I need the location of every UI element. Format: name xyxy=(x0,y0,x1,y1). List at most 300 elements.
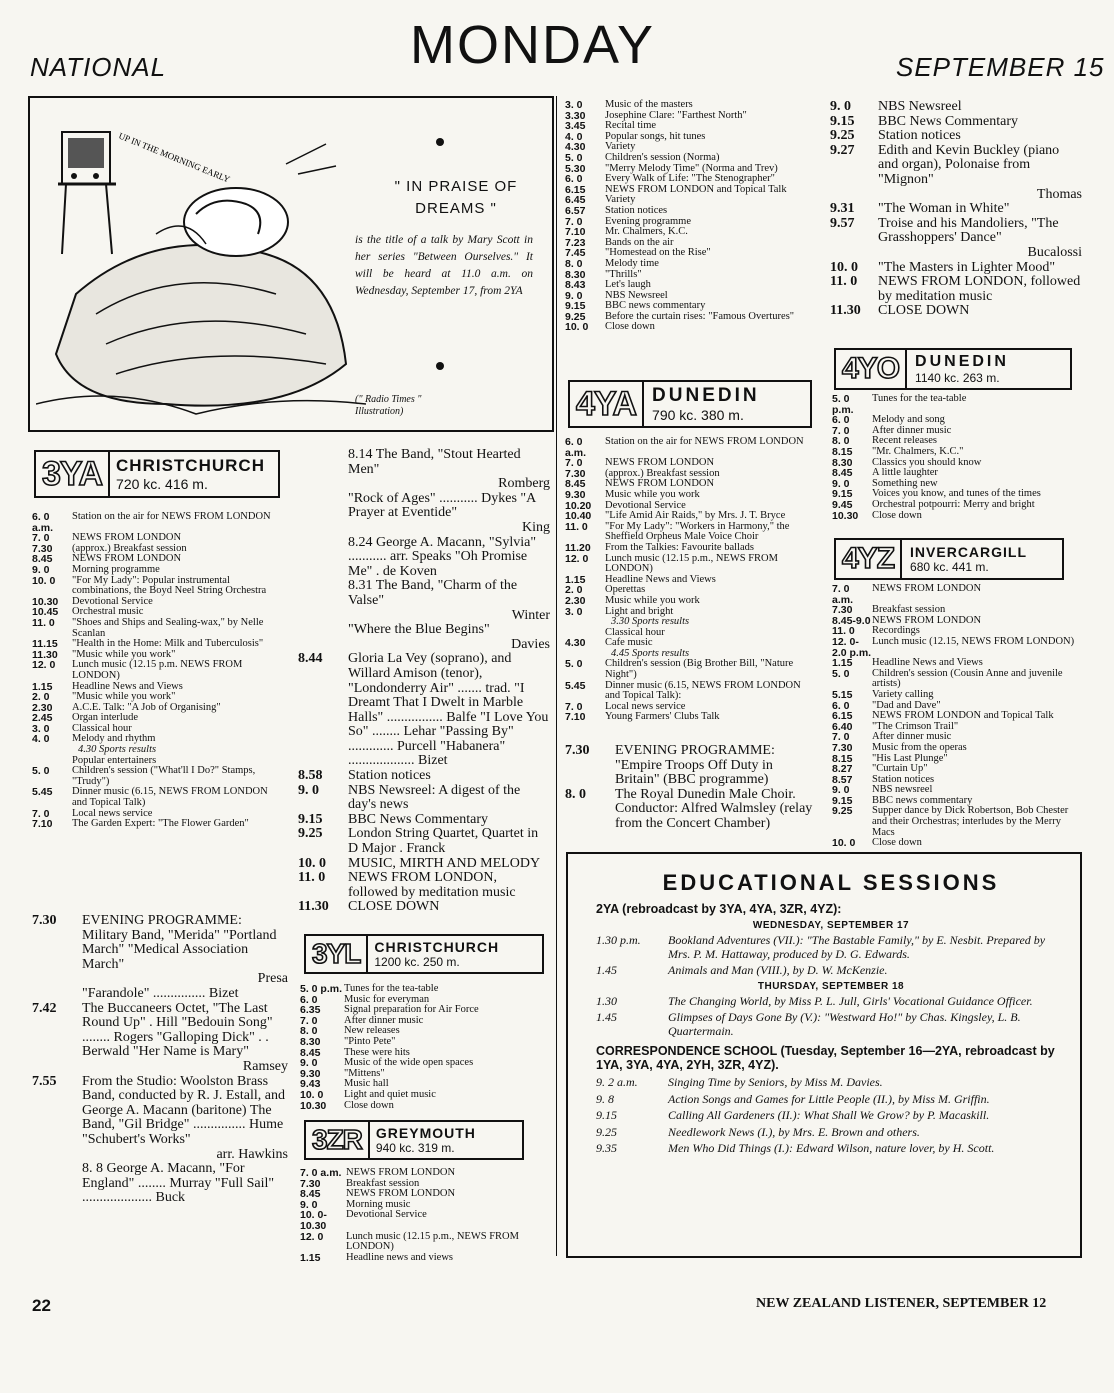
schedule-row xyxy=(565,681,817,702)
schedule-row xyxy=(832,743,1082,754)
schedule-row xyxy=(32,1162,288,1206)
schedule-time: 2.45 xyxy=(32,712,53,725)
edu-row xyxy=(596,1093,1066,1107)
schedule-desc: Classical hour xyxy=(605,626,665,638)
schedule-desc: Headline News and Views xyxy=(605,573,716,585)
edu-desc: Glimpses of Days Gone By (V.): "Westward Ho!" by Chas. Kingsley, L. B. Quartermain. xyxy=(668,1010,1021,1038)
schedule-row xyxy=(565,322,817,333)
schedule-desc: Music of the masters xyxy=(605,99,693,110)
edu-row xyxy=(596,1011,1066,1038)
schedule-time: 11.30 xyxy=(32,648,58,661)
schedule-desc: NEWS FROM LONDON, followed by meditation music xyxy=(878,274,1081,304)
schedule-time: 9.57 xyxy=(830,215,855,231)
schedule-4yo xyxy=(832,394,1082,521)
page-number: 22 xyxy=(32,1296,51,1315)
schedule-time xyxy=(298,609,348,624)
schedule-time: 10.30 xyxy=(832,509,859,522)
schedule-desc: Close down xyxy=(872,509,922,521)
schedule-desc: Music hall xyxy=(344,1078,389,1090)
schedule-time: 7. 0 xyxy=(32,807,50,820)
schedule-row xyxy=(32,1002,288,1060)
schedule-desc: CLOSE DOWN xyxy=(878,303,970,319)
schedule-desc: Signal preparation for Air Force xyxy=(344,1004,479,1016)
schedule-time: 9.25 xyxy=(565,310,586,323)
schedule-row xyxy=(565,270,817,281)
schedule-desc: arr. Hawkins xyxy=(216,1146,288,1162)
edu-rows-correspondence xyxy=(596,1076,1066,1156)
schedule-row xyxy=(830,115,1082,130)
schedule-desc: Josephine Clare: "Farthest North" xyxy=(605,109,747,121)
schedule-time: 6.45 xyxy=(565,194,586,207)
schedule-desc: Orchestral music xyxy=(72,606,144,618)
schedule-row xyxy=(830,188,1082,203)
schedule-desc: Local news service xyxy=(605,700,686,712)
schedule-desc: NEWS FROM LONDON xyxy=(72,532,182,544)
schedule-desc: BBC news commentary xyxy=(872,794,973,806)
schedule-desc: 8.24 George A. Macann, "Sylvia" ........... arr. Speaks "Oh Promise Me" . de Koven xyxy=(348,534,537,579)
schedule-row xyxy=(32,766,285,787)
edu-time: 9. 2 a.m. xyxy=(596,1075,638,1089)
schedule-row xyxy=(830,144,1082,188)
schedule-desc: Classical hour xyxy=(72,722,132,734)
schedule-row xyxy=(32,713,285,724)
schedule-desc: NEWS FROM LONDON xyxy=(72,553,182,565)
schedule-time: 9.31 xyxy=(830,201,855,217)
schedule-desc: The Royal Dunedin Male Choir. Conductor: Alfred Walmsley (relay from the Concert Chamber) xyxy=(615,786,813,831)
schedule-row xyxy=(565,280,817,291)
station-logo-3yl: 3YL xyxy=(306,936,368,972)
schedule-row xyxy=(300,1005,552,1016)
schedule-time: 10. 0 xyxy=(32,574,56,587)
schedule-desc: Supper dance by Dick Robertson, Bob Chester and their Orchestras; interludes by the Merry Macs xyxy=(872,805,1069,838)
schedule-time: 7.30 xyxy=(832,741,853,754)
schedule-desc: Dinner music (6.15, NEWS FROM LONDON and Topical Talk) xyxy=(72,786,268,809)
station-freq-4ya: 790 kc. 380 m. xyxy=(652,407,744,423)
schedule-desc: CLOSE DOWN xyxy=(348,899,440,915)
schedule-time: 7. 0 a.m. xyxy=(832,583,854,606)
schedule-time xyxy=(298,536,348,580)
schedule-desc: "Pinto Pete" xyxy=(344,1035,396,1047)
schedule-time: 4. 0 xyxy=(32,733,50,746)
schedule-time: 2. 0 xyxy=(565,584,583,597)
schedule-row xyxy=(300,1189,554,1200)
schedule-desc: Bucalossi xyxy=(1027,244,1082,260)
schedule-desc: 3.30 Sports results xyxy=(611,616,690,628)
schedule-time xyxy=(32,1148,82,1163)
edu-desc: Needlework News (I.), by Mrs. E. Brown and others. xyxy=(668,1124,920,1139)
schedule-desc: A.C.E. Talk: "A Job of Organising" xyxy=(72,701,221,713)
edu-head-correspondence: CORRESPONDENCE SCHOOL (Tuesday, September 16—2YA, rebroadcast by 1YA, 3YA, 4YA, 2YH, 3ZR, 4YZ). xyxy=(596,1044,1055,1072)
schedule-time: 4. 0 xyxy=(565,130,583,143)
schedule-time: 9. 0 xyxy=(565,289,583,302)
schedule-row xyxy=(832,690,1082,701)
station-logo-4ya: 4YA xyxy=(570,382,644,426)
station-name-4ya: DUNEDIN xyxy=(652,385,760,406)
schedule-desc: Devotional Service xyxy=(346,1209,427,1221)
schedule-time xyxy=(32,1060,82,1075)
schedule-row xyxy=(832,637,1082,658)
schedule-time: 1.15 xyxy=(300,1251,321,1264)
schedule-time: 8.45 xyxy=(300,1046,321,1059)
schedule-row xyxy=(565,111,817,122)
schedule-row xyxy=(32,576,285,597)
schedule-row xyxy=(298,579,550,608)
edu-row xyxy=(596,1076,1066,1090)
schedule-row xyxy=(300,1090,552,1101)
edu-desc: Men Who Did Things (I.): Edward Wilson, nature lover, by H. Scott. xyxy=(668,1141,995,1155)
edu-time: 9.25 xyxy=(596,1124,617,1139)
schedule-row xyxy=(298,769,550,784)
schedule-desc: King xyxy=(522,519,550,535)
station-freq-4yz: 680 kc. 441 m. xyxy=(910,560,989,574)
schedule-row xyxy=(298,871,550,900)
schedule-row xyxy=(298,477,550,492)
schedule-desc: Recital time xyxy=(605,120,657,132)
schedule-time: 6. 0 xyxy=(565,173,583,186)
schedule-row xyxy=(830,129,1082,144)
schedule-row xyxy=(832,764,1082,775)
schedule-desc: Davies xyxy=(511,636,550,652)
schedule-row xyxy=(565,522,817,543)
illustration-caption: UP IN THE MORNING EARLY xyxy=(117,130,232,185)
schedule-desc: 8.31 The Band, "Charm of the Valse" xyxy=(348,578,518,608)
schedule-desc: After dinner music xyxy=(872,731,952,743)
schedule-row xyxy=(298,857,550,872)
schedule-time: 8. 0 xyxy=(565,257,583,270)
schedule-time: 10. 0 xyxy=(565,321,589,334)
schedule-desc: Breakfast session xyxy=(346,1177,420,1189)
schedule-time: 11.20 xyxy=(565,541,591,554)
schedule-row xyxy=(830,202,1082,217)
schedule-time: 9.25 xyxy=(832,805,853,818)
schedule-desc: Evening programme xyxy=(605,215,692,227)
edu-desc: Singing Time by Seniors, by Miss M. Davies. xyxy=(668,1075,883,1089)
schedule-row xyxy=(565,575,817,586)
edu-rows-wednesday xyxy=(596,934,1066,978)
schedule-desc: BBC news commentary xyxy=(605,300,706,312)
schedule-row xyxy=(32,1075,288,1148)
schedule-row xyxy=(298,609,550,624)
schedule-col3-top xyxy=(565,100,817,333)
schedule-desc: "Curtain Up" xyxy=(872,763,928,775)
schedule-time: 5. 0 p.m. xyxy=(832,393,854,416)
schedule-row xyxy=(832,584,1082,605)
schedule-desc: Variety xyxy=(605,194,636,206)
schedule-row xyxy=(298,827,550,856)
schedule-row xyxy=(565,437,817,458)
schedule-time: 6. 0 xyxy=(832,699,850,712)
schedule-time xyxy=(32,987,82,1002)
schedule-desc: "Thrills" xyxy=(605,268,642,280)
schedule-desc: Station on the air for NEWS FROM LONDON xyxy=(72,511,271,522)
edu-time: 1.45 xyxy=(596,963,617,977)
schedule-desc: Lunch music (12.15 p.m., NEWS FROM LONDON) xyxy=(605,552,778,575)
station-name-3yl: CHRISTCHURCH xyxy=(374,939,500,955)
column-divider xyxy=(556,96,557,1256)
station-header-4yo xyxy=(834,348,1072,390)
schedule-row xyxy=(565,607,817,618)
schedule-time: 6.40 xyxy=(832,720,853,733)
schedule-time: 5.45 xyxy=(32,786,53,799)
schedule-desc: Something new xyxy=(872,477,938,489)
schedule-row xyxy=(565,100,817,111)
feature-bullet-top xyxy=(436,138,444,146)
schedule-time xyxy=(32,1162,82,1206)
schedule-desc: Devotional Service xyxy=(72,595,153,607)
edu-day-thursday: THURSDAY, SEPTEMBER 18 xyxy=(757,980,905,992)
schedule-time: 10. 0 xyxy=(832,837,856,850)
schedule-desc: Morning programme xyxy=(72,563,160,575)
schedule-desc: The Garden Expert: "The Flower Garden" xyxy=(72,818,249,830)
schedule-row xyxy=(832,722,1082,733)
schedule-desc: Station notices xyxy=(878,128,961,144)
schedule-desc: From the Studio: Woolston Brass Band, conducted by R. J. Estall, and George A. Macann (baritone) The Band, "Gil Bridge" ............... Hume "Schubert's Works" xyxy=(82,1073,285,1147)
station-logo-4yz: 4YZ xyxy=(836,540,902,578)
schedule-desc: Melody time xyxy=(605,257,659,269)
schedule-time: 9.15 xyxy=(565,300,586,313)
schedule-desc: Cafe music xyxy=(605,637,653,649)
schedule-time: 11. 0 xyxy=(565,520,588,533)
edu-desc: Animals and Man (VIII.), by D. W. McKenzie. xyxy=(668,963,888,977)
schedule-time: 8.45 xyxy=(300,1188,321,1201)
schedule-row xyxy=(300,1253,554,1264)
evening-3ya xyxy=(32,914,288,1206)
header-day: MONDAY xyxy=(410,15,656,75)
schedule-desc: Mr. Chalmers, K.C. xyxy=(605,226,688,238)
edu-row xyxy=(596,934,1066,961)
schedule-time: 7.55 xyxy=(32,1073,57,1089)
schedule-desc: Edith and Kevin Buckley (piano and organ), Polonaise from "Mignon" xyxy=(878,142,1060,187)
schedule-desc: Romberg xyxy=(498,476,550,492)
schedule-desc: NEWS FROM LONDON xyxy=(605,457,715,469)
edu-rows-thursday xyxy=(596,995,1066,1039)
schedule-desc: Headline news and views xyxy=(346,1251,454,1263)
schedule-time: 8.45 xyxy=(832,467,853,480)
schedule-time: 8.58 xyxy=(298,768,323,784)
schedule-row xyxy=(830,304,1082,319)
schedule-row xyxy=(832,806,1082,838)
schedule-time xyxy=(830,246,878,261)
schedule-desc: Morning music xyxy=(346,1198,411,1210)
station-freq-3yl: 1200 kc. 250 m. xyxy=(374,955,460,969)
schedule-time: 7. 0 xyxy=(565,700,583,713)
schedule-desc: "Merry Melody Time" (Norma and Trev) xyxy=(605,162,778,174)
schedule-row xyxy=(832,511,1082,522)
schedule-row xyxy=(298,784,550,813)
schedule-time: 9. 0 xyxy=(830,99,851,114)
schedule-col4-top xyxy=(830,100,1082,319)
schedule-desc: After dinner music xyxy=(344,1014,424,1026)
schedule-row xyxy=(565,153,817,164)
schedule-time: 9.15 xyxy=(832,488,853,501)
schedule-time: 9.25 xyxy=(830,128,855,144)
schedule-row xyxy=(298,536,550,580)
schedule-row xyxy=(832,754,1082,765)
schedule-time: 1.15 xyxy=(832,657,853,670)
schedule-row xyxy=(565,490,817,501)
schedule-row xyxy=(300,1210,554,1231)
schedule-desc: BBC News Commentary xyxy=(878,113,1018,129)
schedule-time: 6. 0 xyxy=(832,414,850,427)
schedule-desc: Children's session (Cousin Anne and juvenile artists) xyxy=(872,667,1063,690)
schedule-desc: Young Farmers' Clubs Talk xyxy=(605,711,720,723)
schedule-row xyxy=(32,987,288,1002)
schedule-row xyxy=(32,512,285,533)
schedule-time: 6.57 xyxy=(565,204,586,217)
edu-time: 9. 8 xyxy=(596,1091,614,1106)
schedule-desc: Melody and rhythm xyxy=(72,733,156,745)
schedule-time xyxy=(298,477,348,492)
schedule-time xyxy=(298,579,348,608)
schedule-time: 7. 0 xyxy=(832,424,850,437)
schedule-time xyxy=(298,623,348,638)
schedule-desc: "Life Amid Air Raids," by Mrs. J. T. Bryce xyxy=(605,510,786,522)
edu-desc: Calling All Gardeners (II.): What Shall We Grow? by P. Macaskill. xyxy=(668,1108,990,1122)
schedule-row xyxy=(300,1168,554,1179)
schedule-desc: "Rock of Ages" ........... Dykes "A Prayer at Eventide" xyxy=(348,490,536,521)
schedule-desc: London String Quartet, Quartet in D Major . Franck xyxy=(348,826,539,857)
station-logo-3zr: 3ZR xyxy=(306,1122,370,1158)
schedule-time: 9.27 xyxy=(830,142,855,158)
schedule-row xyxy=(830,261,1082,276)
schedule-3ya xyxy=(32,512,285,830)
schedule-desc: Recent releases xyxy=(872,435,938,447)
schedule-time xyxy=(298,521,348,536)
schedule-desc: Classics you should know xyxy=(872,456,982,468)
feature-bullet-bottom xyxy=(436,362,444,370)
schedule-time: 5. 0 xyxy=(565,658,583,671)
schedule-time: 8. 0 xyxy=(300,1025,318,1038)
schedule-time: 7. 0 xyxy=(565,215,583,228)
schedule-desc: "Where the Blue Begins" xyxy=(348,622,490,638)
schedule-time: 11.30 xyxy=(298,899,329,915)
schedule-desc: Children's session (Norma) xyxy=(605,151,720,163)
schedule-row xyxy=(832,394,1082,415)
schedule-desc: "The Masters in Lighter Mood" xyxy=(878,259,1056,275)
schedule-4ya xyxy=(565,437,817,723)
edu-desc: Action Songs and Games for Little People (II.), by Miss M. Griffin. xyxy=(668,1091,990,1106)
edu-row xyxy=(596,995,1066,1009)
schedule-desc: NEWS FROM LONDON xyxy=(346,1167,456,1178)
schedule-row xyxy=(830,100,1082,115)
schedule-time: 8.30 xyxy=(565,268,586,281)
schedule-row xyxy=(565,744,817,788)
schedule-time: 9. 0 xyxy=(298,782,319,798)
schedule-time xyxy=(298,638,348,653)
schedule-time: 9.30 xyxy=(300,1067,321,1080)
feature-body: is the title of a talk by Mary Scott in her series "Between Ourselves." It will be heard at 11.0 a.m. on Wednesday, September 17, from 2YA xyxy=(355,234,533,297)
schedule-time: 7.30 xyxy=(32,542,53,555)
edu-day-wednesday: WEDNESDAY, SEPTEMBER 17 xyxy=(752,920,910,931)
schedule-time: 6. 0 a.m. xyxy=(32,511,54,534)
schedule-desc: NBS Newsreel: A digest of the day's news xyxy=(348,782,521,813)
schedule-time: 9. 0 xyxy=(300,1198,318,1211)
schedule-time: 7.10 xyxy=(565,226,586,239)
schedule-desc: Lunch music (12.15 p.m. NEWS FROM LONDON) xyxy=(72,659,243,681)
schedule-desc: NEWS FROM LONDON, followed by meditation music xyxy=(348,870,516,900)
schedule-desc: Winter xyxy=(511,607,550,623)
schedule-row xyxy=(565,596,817,607)
schedule-time: 8.45 xyxy=(32,553,53,566)
schedule-desc: Troise and his Mandoliers, "The Grasshoppers' Dance" xyxy=(878,215,1059,246)
schedule-time: 9.15 xyxy=(832,794,853,807)
schedule-time xyxy=(32,745,72,756)
schedule-time xyxy=(830,188,878,203)
schedule-desc: Local news service xyxy=(72,807,153,819)
schedule-row xyxy=(565,217,817,228)
educational-sessions-box xyxy=(566,852,1082,1258)
schedule-desc: NBS Newsreel xyxy=(605,289,668,301)
schedule-desc: NEWS FROM LONDON xyxy=(872,583,982,594)
station-header-3ya xyxy=(34,450,280,498)
schedule-row xyxy=(32,703,285,714)
schedule-desc: "Music while you work" xyxy=(72,691,176,703)
schedule-time: 6.35 xyxy=(300,1004,321,1017)
edu-time: 1.30 xyxy=(596,993,617,1008)
schedule-time: 5. 0 p.m. xyxy=(300,983,343,995)
schedule-desc: "Homestead on the Rise" xyxy=(605,247,711,259)
schedule-time: 9.30 xyxy=(565,488,586,501)
schedule-desc: Presa xyxy=(257,971,288,987)
schedule-row xyxy=(300,1058,552,1069)
schedule-desc: Light and quiet music xyxy=(344,1088,436,1100)
schedule-row xyxy=(565,638,817,649)
schedule-time: 8.43 xyxy=(565,279,586,292)
edu-desc: Bookland Adventures (VII.): "The Bastable Family," by E. Nesbit. Prepared by Mrs. P. M. Hattaway, produced by D. G. Edwards. xyxy=(668,933,1046,961)
schedule-time: 11. 0 xyxy=(32,616,55,629)
schedule-time: 2.30 xyxy=(32,701,53,714)
edu-row xyxy=(596,964,1066,978)
schedule-row xyxy=(300,1232,554,1253)
schedule-desc: Lunch music (12.15, NEWS FROM LONDON) xyxy=(872,635,1075,647)
schedule-time: 7.10 xyxy=(32,818,53,831)
schedule-row xyxy=(32,972,288,987)
schedule-4yz xyxy=(832,584,1082,849)
schedule-desc: Recordings xyxy=(872,625,920,637)
schedule-row xyxy=(32,1148,288,1163)
schedule-desc: "The Crimson Trail" xyxy=(872,720,959,732)
schedule-desc: EVENING PROGRAMME: "Empire Troops Off Duty in Britain" (BBC programme) xyxy=(615,743,775,788)
edu-time: 9.35 xyxy=(596,1141,617,1155)
schedule-row xyxy=(565,248,817,259)
edu-row xyxy=(596,1142,1066,1156)
evening-4ya xyxy=(565,744,817,832)
schedule-desc: (approx.) Breakfast session xyxy=(605,467,720,479)
schedule-row xyxy=(32,914,288,972)
schedule-time: 12. 0 xyxy=(565,552,589,565)
schedule-time: 8.30 xyxy=(300,1035,321,1048)
schedule-row xyxy=(830,275,1082,304)
header-date: SEPTEMBER 15 xyxy=(896,52,1105,82)
schedule-desc: Bands on the air xyxy=(605,236,674,248)
schedule-row xyxy=(565,543,817,554)
schedule-desc: Devotional Service xyxy=(605,499,686,511)
schedule-time: 5. 0 xyxy=(832,667,850,680)
schedule-time: 1.15 xyxy=(32,680,53,693)
schedule-row xyxy=(565,554,817,575)
schedule-time: 7. 0 xyxy=(565,457,583,470)
station-freq-4yo: 1140 kc. 263 m. xyxy=(915,371,1000,385)
edu-time: 1.30 p.m. xyxy=(596,933,641,947)
schedule-row xyxy=(565,712,817,723)
schedule-time: 11. 0 xyxy=(298,870,326,886)
schedule-desc: "Mittens" xyxy=(344,1067,385,1079)
schedule-desc: Every Walk of Life: "The Stenographer" xyxy=(605,173,775,185)
schedule-time: 9. 0 xyxy=(300,1057,318,1070)
schedule-row xyxy=(300,1026,552,1037)
schedule-row xyxy=(565,259,817,270)
schedule-desc: "The Woman in White" xyxy=(878,201,1010,217)
